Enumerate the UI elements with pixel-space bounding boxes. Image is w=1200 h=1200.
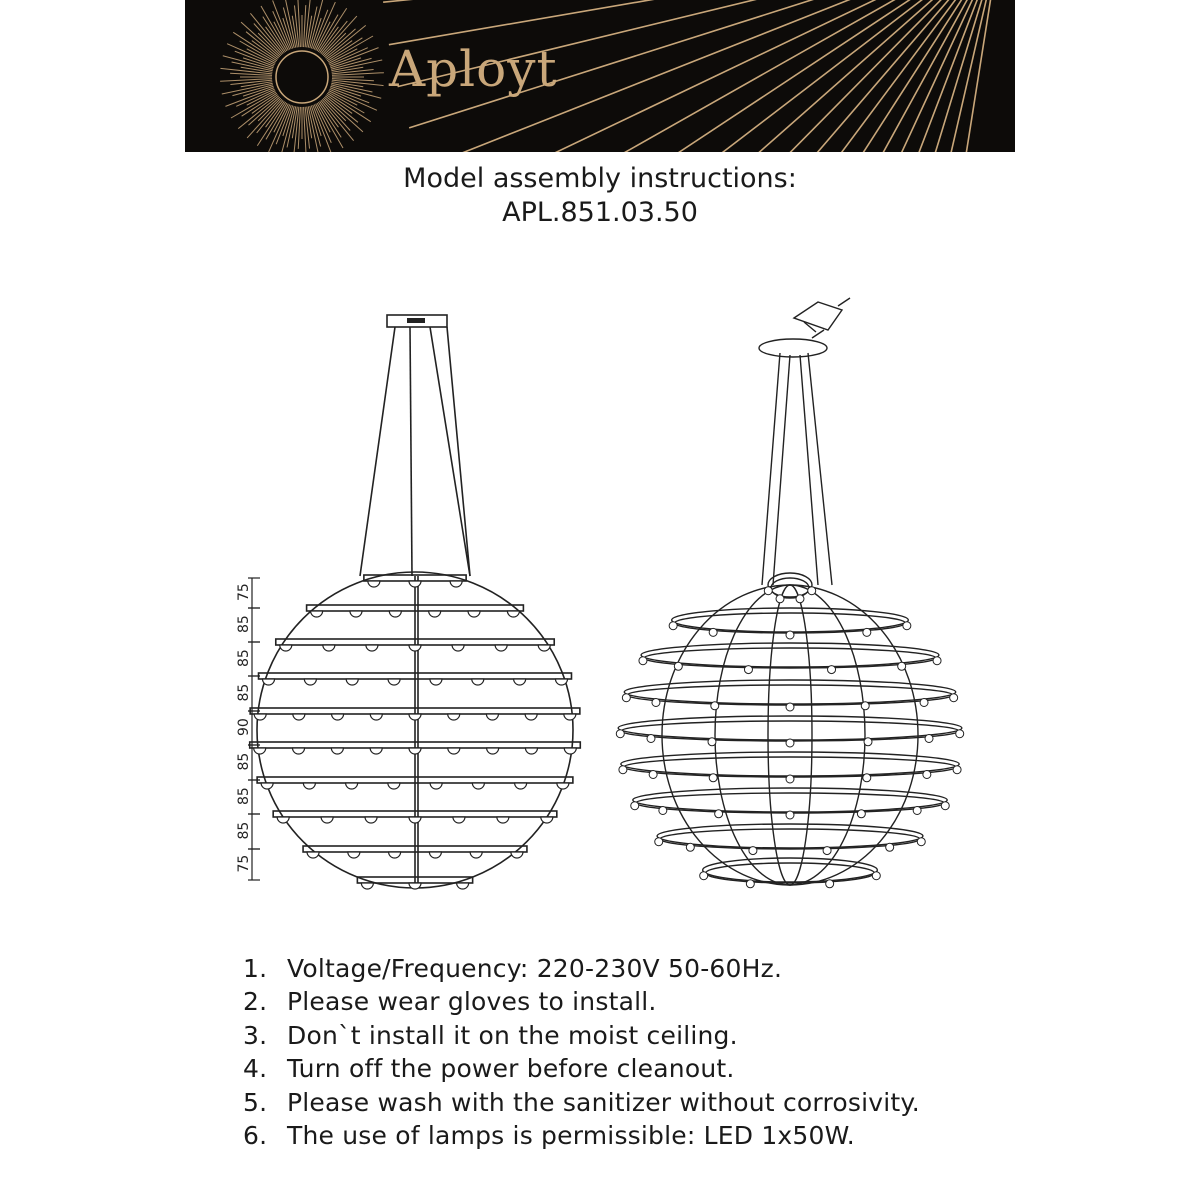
instruction-number: 3. [243, 1020, 268, 1050]
driver-box [794, 302, 842, 330]
dimension-label: 85 [236, 615, 252, 633]
instruction-number: 5. [243, 1087, 268, 1117]
dimension-label: 85 [236, 752, 252, 771]
instruction-number: 1. [243, 954, 268, 983]
instruction-text: Don`t install it on the moist ceiling. [287, 1020, 738, 1050]
instruction-item [243, 1119, 1043, 1152]
dimension-label: 85 [236, 683, 252, 702]
ceiling-canopy-3d [759, 339, 827, 357]
model-number: APL.851.03.50 [502, 197, 698, 228]
instruction-number: 6. [243, 1121, 268, 1151]
brand-logo: Aployt [389, 40, 558, 98]
instruction-item [243, 1019, 1043, 1052]
instruction-item [243, 952, 1043, 985]
instruction-text: Please wear gloves to install. [287, 987, 657, 1017]
dimension-labels [236, 583, 252, 872]
perspective-view-drawing [616, 298, 963, 888]
instruction-item [243, 1052, 1043, 1085]
instruction-text: Voltage/Frequency: 220-230V 50-60Hz. [287, 954, 783, 983]
spiral-rings [618, 573, 962, 883]
instruction-text: Please wash with the sanitizer without corrosivity. [287, 1087, 920, 1117]
instruction-text: Turn off the power before cleanout. [287, 1054, 735, 1084]
instruction-item [243, 985, 1043, 1018]
instruction-list [243, 952, 1043, 1152]
instruction-item [243, 1086, 1043, 1119]
instruction-number: 2. [243, 987, 268, 1017]
instruction-number: 4. [243, 1054, 268, 1084]
dimension-label: 75 [236, 583, 252, 601]
instruction-text: The use of lamps is permissible: LED 1x50W. [287, 1121, 855, 1151]
side-view-drawing [248, 315, 580, 889]
dimension-label: 85 [236, 787, 252, 805]
title-line-1: Model assembly instructions: [403, 163, 797, 194]
dimension-label: 85 [236, 649, 252, 667]
dimension-label: 90 [236, 718, 252, 736]
dimension-label: 75 [236, 854, 252, 873]
dimension-label: 85 [236, 821, 252, 840]
suspension-cable [360, 327, 395, 576]
